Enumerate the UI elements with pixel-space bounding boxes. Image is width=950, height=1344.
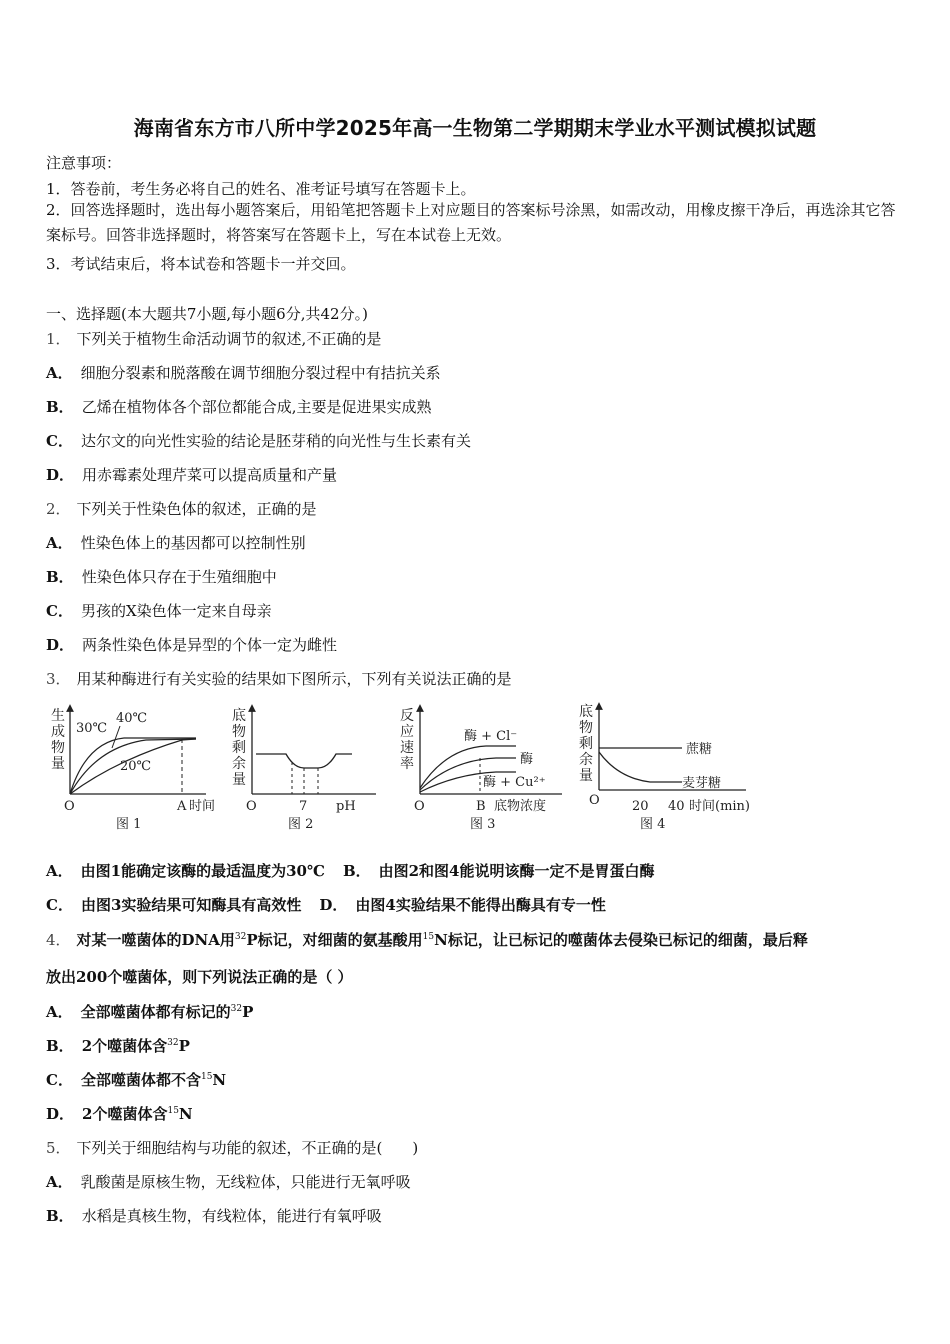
fig1-origin: O [64,799,75,814]
isotope-mass: 15 [200,1072,213,1082]
fig1-caption: 图 1 [116,817,142,832]
isotope-mass: 32 [167,1038,179,1048]
fig1-xlabel: 时间 [189,799,216,814]
fig2-ylabel-3: 剩 [232,740,246,756]
q3-option-d[interactable] [319,896,605,914]
q4-option-c[interactable] [46,1069,226,1090]
option-label: D． [46,1105,75,1123]
fig3-label-cl: 酶 + Cl⁻ [464,729,518,744]
isotope-mass: 32 [230,1004,243,1014]
q1-option-b[interactable] [46,396,431,417]
option-text: 2个噬菌体含 [82,1105,168,1123]
fig2-origin: O [246,799,257,814]
option-label: C． [46,1071,73,1089]
q1-option-c[interactable] [46,430,471,451]
element-symbol: P [242,1003,254,1021]
figure-1 [51,707,215,832]
element-symbol: N [212,1071,227,1089]
fig1-pointer-40c [112,726,120,748]
fig1-ylabel-1: 生 [51,708,65,724]
option-label: B． [46,398,74,416]
option-label: A． [46,1173,73,1191]
option-label: C． [46,602,73,620]
notice-item-2: 2．回答选择题时，选出每小题答案后，用铅笔把答题卡上对应题目的答案标号涂黑，如需改动，用橡皮擦干净后，再选涂其它答案标号。回答非选择题时，将答案写在答题卡上，写在本试卷上无效。 [46,201,896,244]
element-symbol: N [178,1105,193,1123]
question-stem-part: 标记，让已标记的噬菌体去侵染已标记的细菌，最后释 [447,931,808,949]
option-label: A． [46,364,73,382]
fig4-ylabel-5: 量 [579,768,593,784]
fig3-xlabel: 底物浓度 [494,799,547,814]
section-heading: 一、选择题(本大题共7小题,每小题6分,共42分。) [46,305,368,323]
fig4-ylabel-4: 余 [579,752,593,768]
fig4-tick-20: 20 [632,799,649,814]
option-text: 达尔文的向光性实验的结论是胚芽稍的向光性与生长素有关 [80,432,471,450]
option-text: 细胞分裂素和脱落酸在调节细胞分裂过程中有拮抗关系 [80,364,441,382]
option-label: D． [46,466,75,484]
fig1-xmark: A [177,799,187,814]
fig3-label-cu: 酶 + Cu²⁺ [483,775,546,790]
fig4-ylabel-3: 剩 [579,736,593,752]
q3-option-c[interactable] [46,896,301,914]
question-stem: 用某种酶进行有关实验的结果如下图所示，下列有关说法正确的是 [76,670,512,688]
q3-options-row-2 [46,894,606,915]
enzyme-figures [46,702,776,842]
fig2-xlabel: pH [336,799,356,814]
question-stem-part: 对某一噬菌体的DNA用 [76,931,235,949]
fig2-ylabel-2: 物 [232,724,246,740]
fig3-caption: 图 3 [470,817,496,832]
option-text: 2个噬菌体含 [81,1037,168,1055]
option-text: 全部噬菌体都有标记的 [80,1003,231,1021]
fig2-xmark: 7 [299,799,308,814]
option-text: 乙烯在植物体各个部位都能合成,主要是促进果实成熟 [81,398,432,416]
question-5 [46,1137,418,1158]
option-text: 由图4实验结果不能得出酶具有专一性 [355,896,606,914]
question-stem: 下列关于性染色体的叙述，正确的是 [76,500,317,518]
option-text: 男孩的X染色体一定来自母亲 [80,602,272,620]
fig1-label-30c: 30℃ [76,721,108,736]
option-label: D． [46,636,75,654]
fig3-ylabel-2: 应 [400,724,414,740]
option-label: A． [46,1003,73,1021]
option-label: B． [46,1037,74,1055]
fig3-ylabel-1: 反 [400,708,414,724]
option-label: A． [46,534,73,552]
question-1 [46,328,381,349]
q1-option-a[interactable] [46,362,441,383]
figure-2 [232,707,376,832]
option-text: 性染色体上的基因都可以控制性别 [80,534,306,552]
option-label: B． [46,568,74,586]
fig2-curve [256,754,352,768]
element-symbol: N [434,931,448,949]
fig4-xlabel: 时间(min) [689,799,751,814]
question-number: 3． [46,670,71,688]
element-symbol: P [246,931,258,949]
fig4-ylabel-1: 底 [579,704,593,720]
fig1-ylabel-4: 量 [51,756,65,772]
question-number: 4． [46,931,71,949]
fig4-curve-maltose [599,752,682,782]
fig1-ylabel-3: 物 [51,740,65,756]
q4-option-a[interactable] [46,1001,253,1022]
element-symbol: P [178,1037,190,1055]
figure-4 [579,703,750,832]
q4-option-d[interactable] [46,1103,193,1124]
question-4 [46,929,808,950]
fig4-caption: 图 4 [640,817,666,832]
q5-option-a[interactable] [46,1171,411,1192]
notice-item-1: 1．答卷前，考生务必将自己的姓名、准考证号填写在答题卡上。 [46,180,476,198]
option-text: 全部噬菌体都不含 [80,1071,201,1089]
question-stem: 下列关于植物生命活动调节的叙述,不正确的是 [76,330,382,348]
fig4-label-sucrose: 蔗糖 [686,742,713,757]
option-label: B． [46,1207,74,1225]
option-text: 由图1能确定该酶的最适温度为30℃ [80,862,325,880]
question-4-line-2: 放出200个噬菌体，则下列说法正确的是（ ） [46,968,353,986]
fig3-xmark: B [476,799,486,814]
option-label: C． [46,896,73,914]
option-label: C． [46,432,73,450]
exam-title: 海南省东方市八所中学2025年高一生物第二学期期末学业水平测试模拟试题 [133,116,817,140]
fig2-ylabel-5: 量 [232,772,246,788]
q4-option-b[interactable] [46,1035,190,1056]
fig3-ylabel-4: 率 [400,756,414,772]
q1-option-d[interactable] [46,464,337,485]
fig1-label-40c: 40℃ [116,711,148,726]
option-text: 由图2和图4能说明该酶一定不是胃蛋白酶 [378,862,655,880]
option-label: D． [319,896,348,914]
question-stem: 下列关于细胞结构与功能的叙述，不正确的是( ) [76,1139,419,1157]
q2-option-a[interactable] [46,532,306,553]
fig2-ylabel-4: 余 [232,756,246,772]
q2-option-b[interactable] [46,566,277,587]
fig1-label-20c: 20℃ [120,759,152,774]
fig3-origin: O [414,799,425,814]
fig1-ylabel-2: 成 [51,724,65,740]
option-label: B． [342,862,371,880]
q3-options-row-1 [46,860,655,881]
question-stem-part: 标记，对细菌的氨基酸用 [257,931,423,949]
fig4-ylabel-2: 物 [579,720,593,736]
option-text: 由图3实验结果可知酶具有高效性 [80,896,302,914]
option-text: 性染色体只存在于生殖细胞中 [81,568,277,586]
notice-item-3: 3．考试结束后，将本试卷和答题卡一并交回。 [46,255,356,273]
question-number: 2． [46,500,71,518]
fig4-label-maltose: 麦芽糖 [682,776,722,791]
notice-heading: 注意事项： [46,154,122,172]
q2-option-d[interactable] [46,634,337,655]
fig2-caption: 图 2 [288,817,314,832]
option-text: 用赤霉素处理芹菜可以提高质量和产量 [82,466,338,484]
q2-option-c[interactable] [46,600,272,621]
fig3-label-enzyme: 酶 [520,752,534,767]
q3-option-b[interactable] [343,862,655,880]
question-3 [46,668,512,689]
fig3-ylabel-3: 速 [400,740,414,756]
isotope-mass: 15 [422,932,435,942]
q5-option-b[interactable] [46,1205,382,1226]
isotope-mass: 15 [167,1106,179,1116]
figure-3 [400,708,562,832]
question-number: 5． [46,1139,71,1157]
option-label: A． [46,862,73,880]
question-number: 1． [46,330,71,348]
fig4-tick-40: 40 [668,799,685,814]
isotope-mass: 32 [234,932,247,942]
option-text: 水稻是真核生物，有线粒体，能进行有氧呼吸 [81,1207,382,1225]
option-text: 两条性染色体是异型的个体一定为雌性 [82,636,338,654]
fig4-origin: O [589,793,600,808]
fig2-ylabel-1: 底 [232,708,246,724]
q3-option-a[interactable] [46,862,325,880]
option-text: 乳酸菌是原核生物，无线粒体，只能进行无氧呼吸 [80,1173,411,1191]
question-2 [46,498,317,519]
